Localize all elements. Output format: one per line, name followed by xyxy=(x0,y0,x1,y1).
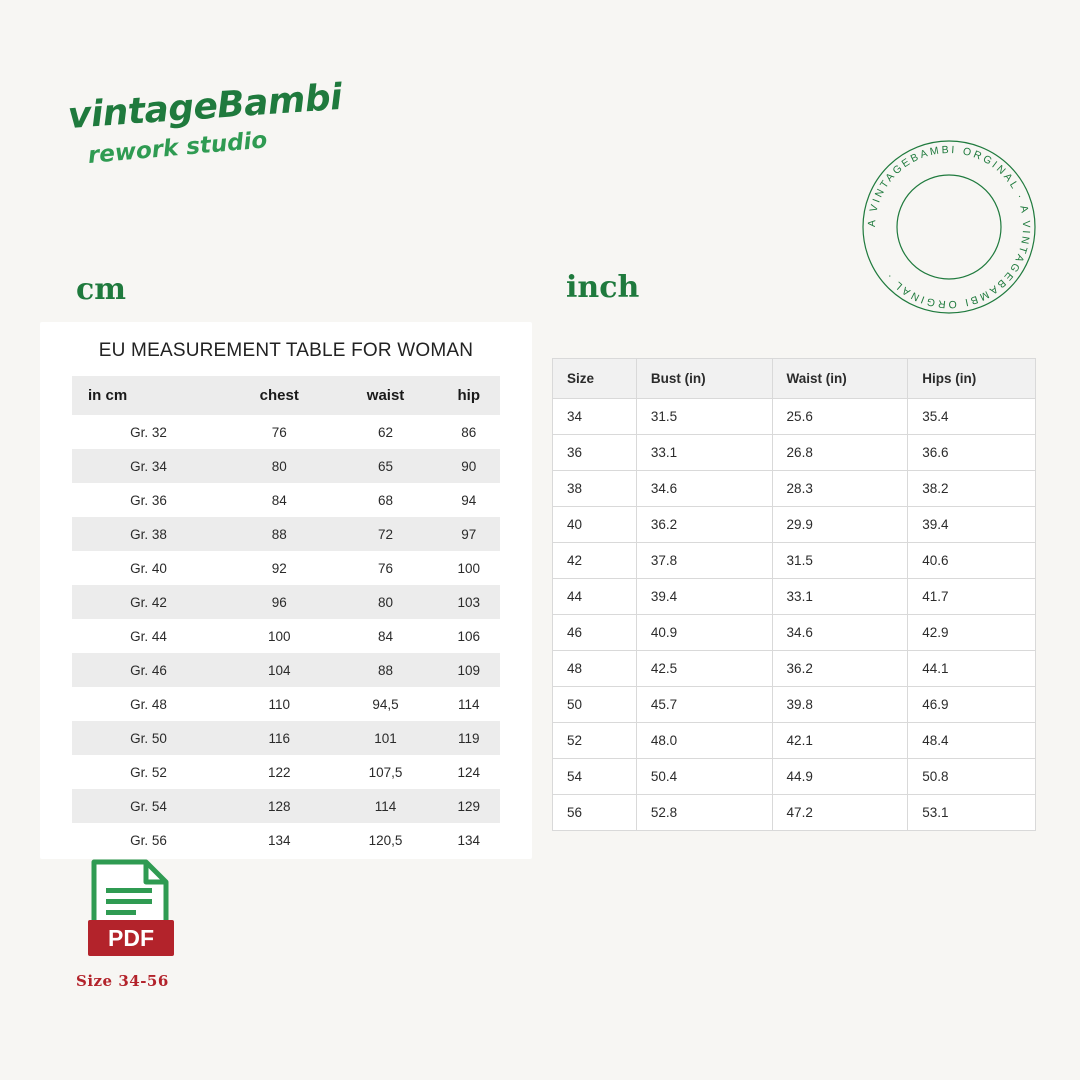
table-cell: 86 xyxy=(461,424,477,440)
brand-name: vintageBambi xyxy=(66,76,344,137)
table-cell: 44.1 xyxy=(908,651,1036,687)
table-cell: 26.8 xyxy=(772,435,908,471)
cm-table-title: EU MEASUREMENT TABLE FOR WOMAN xyxy=(98,340,474,361)
table-row xyxy=(72,415,500,449)
brand-logo xyxy=(66,76,368,206)
table-cell: 88 xyxy=(378,662,394,678)
table-cell: 46.9 xyxy=(908,687,1036,723)
table-cell: 44 xyxy=(553,579,637,615)
table-cell: 122 xyxy=(267,764,291,780)
table-row xyxy=(72,483,500,517)
table-cell: Gr. 56 xyxy=(130,832,167,848)
table-cell: 42 xyxy=(553,543,637,579)
cm-section-heading: cm xyxy=(76,272,127,307)
table-row xyxy=(72,551,500,585)
table-cell: 119 xyxy=(458,730,480,746)
table-cell: Gr. 46 xyxy=(130,662,167,678)
table-cell: 28.3 xyxy=(772,471,908,507)
table-cell: 80 xyxy=(271,458,287,474)
table-cell: 53.1 xyxy=(908,795,1036,831)
table-cell: 72 xyxy=(378,526,394,542)
cm-col-header-1: chest xyxy=(225,376,334,415)
table-cell: Gr. 36 xyxy=(130,492,167,508)
table-cell: 33.1 xyxy=(772,579,908,615)
table-cell: 40 xyxy=(553,507,637,543)
table-row xyxy=(72,687,500,721)
table-cell: 56 xyxy=(553,795,637,831)
brand-tagline: rework studio xyxy=(86,127,269,169)
table-cell: 76 xyxy=(271,424,287,440)
table-cell: 120,5 xyxy=(368,832,403,848)
cm-measurement-card xyxy=(40,322,532,859)
cm-col-header-2: waist xyxy=(334,376,438,415)
table-cell: 76 xyxy=(378,560,394,576)
table-cell: 114 xyxy=(374,798,397,814)
table-cell: 33.1 xyxy=(636,435,772,471)
table-row xyxy=(72,755,500,789)
table-cell: 90 xyxy=(461,458,477,474)
table-cell: 65 xyxy=(378,458,394,474)
table-cell: 36.2 xyxy=(772,651,908,687)
table-row xyxy=(553,399,1036,435)
table-cell: 39.4 xyxy=(636,579,772,615)
table-cell: 48 xyxy=(553,651,637,687)
table-cell: 50.8 xyxy=(908,759,1036,795)
table-cell: 45.7 xyxy=(636,687,772,723)
table-row xyxy=(72,823,500,857)
table-cell: 100 xyxy=(457,560,481,576)
table-cell: 62 xyxy=(378,424,394,440)
cm-table-header-row xyxy=(72,376,500,415)
table-row xyxy=(553,615,1036,651)
table-cell: 39.4 xyxy=(908,507,1036,543)
table-cell: 34 xyxy=(553,399,637,435)
table-cell: 50 xyxy=(553,687,637,723)
inch-col-header-0: Size xyxy=(553,359,637,399)
table-cell: Gr. 40 xyxy=(130,560,167,576)
table-cell: 114 xyxy=(458,696,480,712)
table-row xyxy=(553,579,1036,615)
inch-col-header-1: Bust (in) xyxy=(636,359,772,399)
table-cell: 48.0 xyxy=(636,723,772,759)
table-cell: 36.6 xyxy=(908,435,1036,471)
table-cell: 38.2 xyxy=(908,471,1036,507)
table-cell: Gr. 42 xyxy=(130,594,167,610)
table-cell: 84 xyxy=(378,628,394,644)
table-cell: 44.9 xyxy=(772,759,908,795)
table-cell: 94 xyxy=(461,492,477,508)
table-row xyxy=(72,449,500,483)
table-row xyxy=(553,759,1036,795)
table-cell: 52.8 xyxy=(636,795,772,831)
table-cell: 36 xyxy=(553,435,637,471)
table-cell: 104 xyxy=(267,662,291,678)
table-cell: 68 xyxy=(378,492,394,508)
table-cell: 94,5 xyxy=(372,696,399,712)
table-cell: 134 xyxy=(457,832,481,848)
table-cell: 103 xyxy=(457,594,481,610)
table-cell: 35.4 xyxy=(908,399,1036,435)
table-cell: 40.6 xyxy=(908,543,1036,579)
inch-section-heading: inch xyxy=(566,270,640,305)
table-cell: 134 xyxy=(267,832,291,848)
table-cell: Gr. 54 xyxy=(130,798,167,814)
table-cell: 128 xyxy=(267,798,291,814)
table-cell: 116 xyxy=(268,730,291,746)
table-cell: 46 xyxy=(553,615,637,651)
pdf-badge xyxy=(84,858,178,962)
inch-col-header-2: Waist (in) xyxy=(772,359,908,399)
table-row xyxy=(553,507,1036,543)
table-cell: 92 xyxy=(271,560,287,576)
table-row xyxy=(72,517,500,551)
pdf-size-label: Size 34-56 xyxy=(76,972,169,990)
table-row xyxy=(72,619,500,653)
table-row xyxy=(553,471,1036,507)
table-cell: Gr. 38 xyxy=(130,526,167,542)
table-cell: 54 xyxy=(553,759,637,795)
table-cell: Gr. 34 xyxy=(130,458,167,474)
table-cell: 39.8 xyxy=(772,687,908,723)
table-cell: 42.5 xyxy=(636,651,772,687)
table-cell: 38 xyxy=(553,471,637,507)
table-row xyxy=(553,543,1036,579)
cm-col-header-0: in cm xyxy=(72,376,225,415)
table-cell: 52 xyxy=(553,723,637,759)
table-cell: Gr. 48 xyxy=(130,696,167,712)
table-row xyxy=(72,653,500,687)
inch-col-header-3: Hips (in) xyxy=(908,359,1036,399)
table-row xyxy=(72,721,500,755)
table-row xyxy=(553,651,1036,687)
table-cell: 25.6 xyxy=(772,399,908,435)
table-cell: 129 xyxy=(457,798,481,814)
table-cell: 47.2 xyxy=(772,795,908,831)
table-cell: 106 xyxy=(457,628,481,644)
table-cell: Gr. 32 xyxy=(130,424,167,440)
table-cell: 109 xyxy=(457,662,481,678)
table-cell: 34.6 xyxy=(636,471,772,507)
table-cell: 31.5 xyxy=(772,543,908,579)
table-cell: 48.4 xyxy=(908,723,1036,759)
table-row xyxy=(553,435,1036,471)
table-cell: 110 xyxy=(268,696,291,712)
table-cell: 42.9 xyxy=(908,615,1036,651)
pdf-label-text: PDF xyxy=(108,925,154,951)
cm-measurement-table xyxy=(72,376,500,857)
table-cell: 100 xyxy=(267,628,291,644)
table-cell: 41.7 xyxy=(908,579,1036,615)
table-cell: 97 xyxy=(461,526,477,542)
table-cell: 80 xyxy=(378,594,394,610)
table-cell: Gr. 44 xyxy=(130,628,167,644)
table-cell: 101 xyxy=(374,730,397,746)
table-cell: 96 xyxy=(271,594,287,610)
table-row xyxy=(72,789,500,823)
table-row xyxy=(553,795,1036,831)
cm-col-header-3: hip xyxy=(438,376,500,415)
stamp-text: A VINTAGEBAMBI ORGINAL · A VINTAGEBAMBI ORGINAL · xyxy=(865,143,1033,311)
table-cell: 124 xyxy=(457,764,481,780)
table-cell: 34.6 xyxy=(772,615,908,651)
table-row xyxy=(72,585,500,619)
table-cell: 42.1 xyxy=(772,723,908,759)
table-row xyxy=(553,723,1036,759)
circular-stamp xyxy=(854,132,1044,322)
table-cell: 84 xyxy=(271,492,287,508)
table-row xyxy=(553,687,1036,723)
table-cell: 31.5 xyxy=(636,399,772,435)
table-cell: 29.9 xyxy=(772,507,908,543)
inch-table-header-row xyxy=(553,359,1036,399)
table-cell: Gr. 52 xyxy=(130,764,167,780)
inch-measurement-table xyxy=(552,358,1036,831)
table-cell: 40.9 xyxy=(636,615,772,651)
table-cell: Gr. 50 xyxy=(130,730,167,746)
table-cell: 107,5 xyxy=(368,764,403,780)
table-cell: 50.4 xyxy=(636,759,772,795)
table-cell: 37.8 xyxy=(636,543,772,579)
table-cell: 88 xyxy=(271,526,287,542)
table-cell: 36.2 xyxy=(636,507,772,543)
